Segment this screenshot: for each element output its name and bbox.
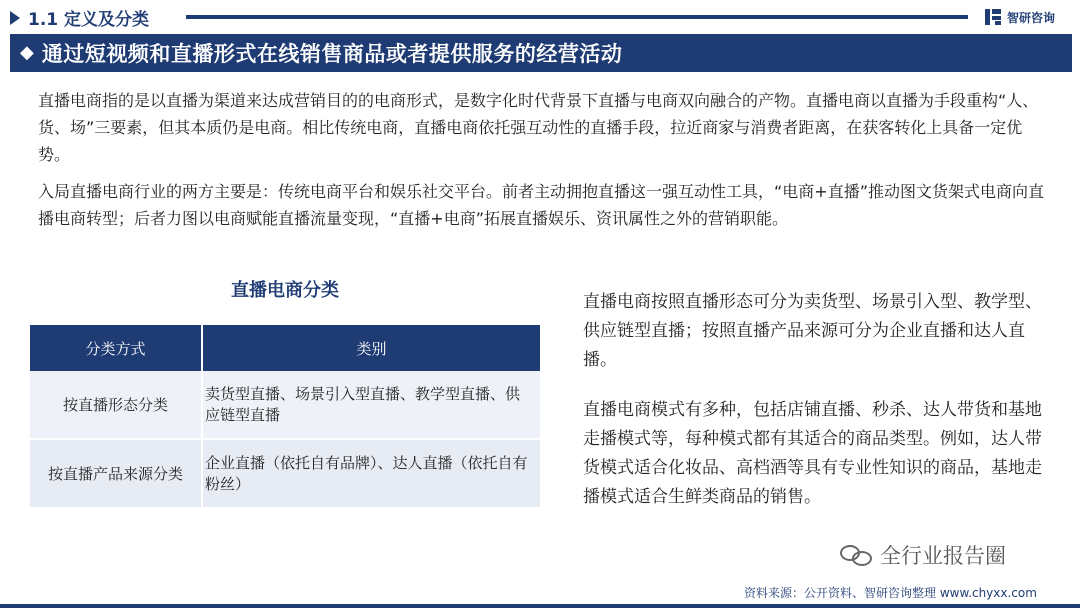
table-title: 直播电商分类 xyxy=(231,280,339,301)
intro-paragraph-2: 入局直播电商行业的两方主要是：传统电商平台和娱乐社交平台。前者主动拥抱直播这一强互动性工具，“电商+直播”推动图文货架式电商向直播电商转型；后者力图以电商赋能直播流量变现，“直播+电商”拓展直播娱乐、资讯属性之外的营销职能。 xyxy=(38,182,1044,228)
classification-table xyxy=(30,325,540,507)
table-cell: 卖货型直播、场景引入型直播、教学型直播、供应链型直播 xyxy=(202,371,540,439)
table-cell: 企业直播（依托自有品牌）、达人直播（依托自有粉丝） xyxy=(202,439,540,507)
table-header-cell: 类别 xyxy=(202,325,540,371)
table-header-row xyxy=(30,325,540,371)
wechat-account-name: 全行业报告圈 xyxy=(880,544,1006,568)
header-divider xyxy=(186,15,968,19)
brand-logo xyxy=(983,6,1055,28)
wechat-watermark xyxy=(840,540,1006,570)
top-bar xyxy=(0,0,1080,34)
source-note: 资料来源：公开资料、智研咨询整理 www.chyxx.com xyxy=(744,586,1037,600)
table-cell: 按直播产品来源分类 xyxy=(30,439,202,507)
section-title: 1.1 定义及分类 xyxy=(28,10,150,30)
table-cell: 按直播形态分类 xyxy=(30,371,202,439)
brand-name: 智研咨询 xyxy=(1007,10,1056,25)
footer-divider xyxy=(0,604,1080,608)
intro-paragraph-1: 直播电商指的是以直播为渠道来达成营销目的的电商形式，是数字化时代背景下直播与电商双向融合的产物。直播电商以直播为手段重构“人、货、场”三要素，但其本质仍是电商。相比传统电商，直播电商依托强互动性的直播手段，拉近商家与消费者距离，在获客转化上具备一定优势。 xyxy=(38,91,1039,164)
brand-logo-icon xyxy=(983,7,1003,27)
right-paragraph-2: 直播电商模式有多种，包括店铺直播、秒杀、达人带货和基地走播模式等，每种模式都有其适合的商品类型。例如，达人带货模式适合化妆品、高档酒等具有专业性知识的商品，基地走播模式适合生鲜类商品的销售。 xyxy=(583,400,1042,507)
right-paragraph-1: 直播电商按照直播形态可分为卖货型、场景引入型、教学型、供应链型直播；按照直播产品来源可分为企业直播和达人直播。 xyxy=(583,292,1042,370)
banner xyxy=(10,34,1072,72)
table-header-cell: 分类方式 xyxy=(30,325,202,371)
triangle-icon xyxy=(10,11,20,25)
table-row xyxy=(30,371,540,439)
wechat-icon xyxy=(840,543,874,567)
table-row xyxy=(30,439,540,507)
diamond-icon: ◆ xyxy=(20,42,34,63)
banner-title: 通过短视频和直播形式在线销售商品或者提供服务的经营活动 xyxy=(41,42,623,66)
